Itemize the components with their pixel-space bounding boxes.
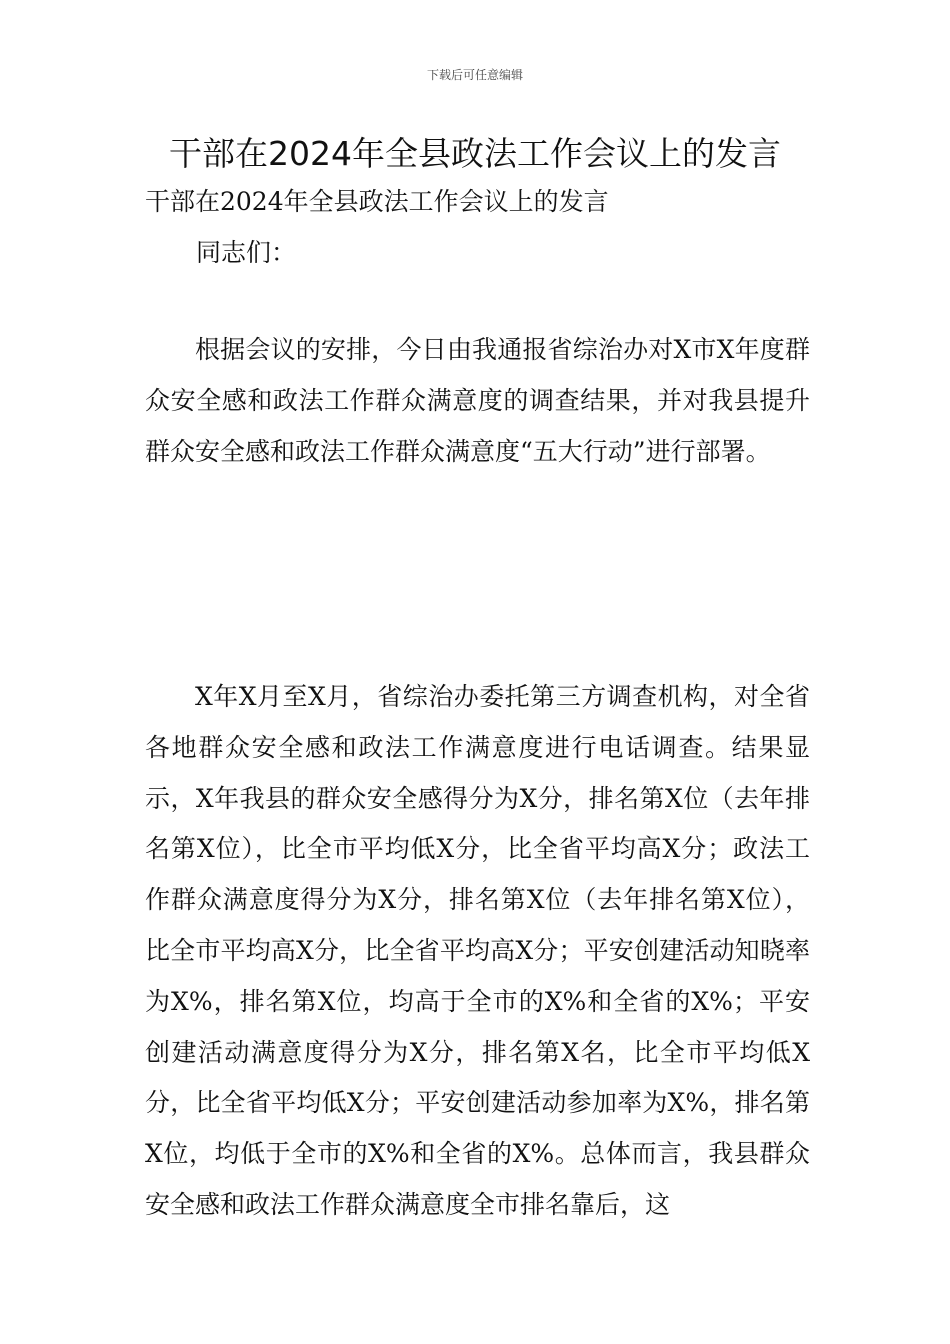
paragraph-survey-results: X年X月至X月，省综治办委托第三方调查机构，对全省各地群众安全感和政法工作满意度进行电话调查。结果显示，X年我县的群众安全感得分为X分，排名第X位（去年排名第X位），比全市平均低X分，比全省平均高X分；政法工作群众满意度得分为X分，排名第X位（去年排名第X位），比全市平均高X分，比全省平均高X分；平安创建活动知晓率为X%，排名第X位，均高于全市的X%和全省的X%；平安创建活动满意度得分为X分，排名第X名，比全市平均低X分，比全省平均低X分；平安创建活动参加率为X%，排名第X位，均低于全市的X%和全省的X%。总体而言，我县群众安全感和政法工作群众满意度全市排名靠后，这: [145, 682, 810, 1219]
salutation: 同志们：: [196, 238, 297, 267]
document-title: 干部在2024年全县政法工作会议上的发言: [169, 134, 781, 173]
header-note: 下载后可任意编辑: [426, 68, 523, 82]
paragraph-intro: 根据会议的安排，今日由我通报省综治办对X市X年度群众安全感和政法工作群众满意度的调查结果，并对我县提升群众安全感和政法工作群众满意度“五大行动”进行部署。: [145, 335, 810, 466]
document-subtitle: 干部在2024年全县政法工作会议上的发言: [145, 187, 609, 216]
